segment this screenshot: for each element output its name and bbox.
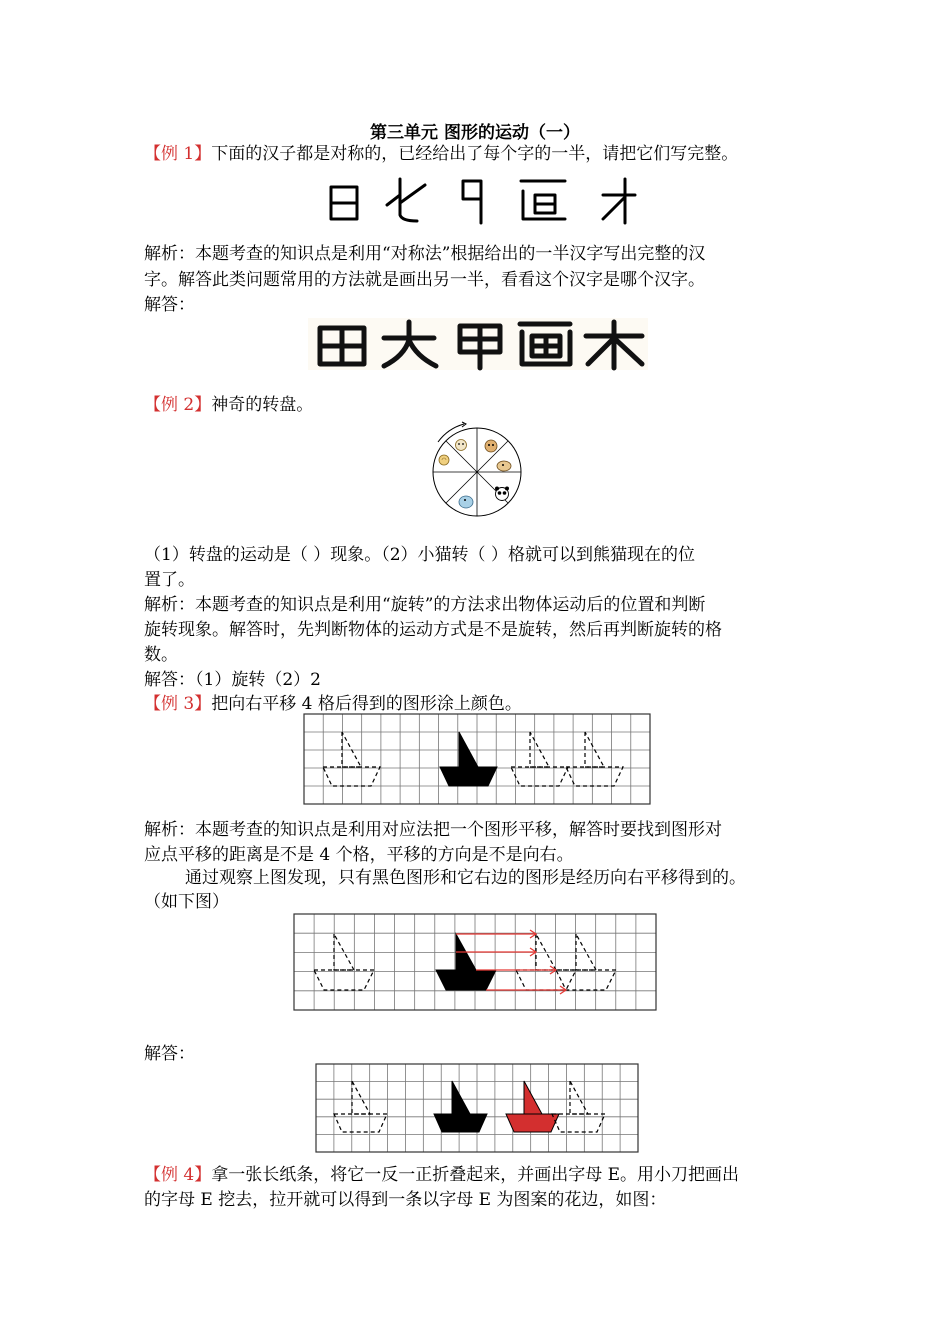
boat-grid-answer xyxy=(316,1064,638,1152)
cat-icon xyxy=(456,440,467,451)
complete-characters-figure xyxy=(308,318,648,370)
example-2-question-2: 置了。 xyxy=(144,570,195,590)
example-1-answer-label: 解答： xyxy=(144,295,195,315)
boat-grid-question xyxy=(304,714,650,804)
example-2-analysis-3: 数。 xyxy=(144,645,178,665)
boat-dashed-1 xyxy=(323,732,380,786)
half-char-2 xyxy=(387,179,425,221)
boat-grid-explanation xyxy=(294,914,656,1010)
boat-black xyxy=(436,934,496,990)
example-3-analysis-1: 解析：本题考查的知识点是利用对应法把一个图形平移，解答时要找到图形对 xyxy=(144,820,722,840)
half-char-4 xyxy=(521,181,565,219)
example-3-analysis-2: 应点平移的距离是不是 4 个格，平移的方向是不是向右。 xyxy=(144,845,574,865)
boat-dashed-2 xyxy=(511,732,568,786)
example-2-question-1: （1）转盘的运动是（ ）现象。（2）小猫转（ ）格就可以到熊猫现在的位 xyxy=(144,545,695,565)
example-2-tag: 【例 2】 xyxy=(144,395,212,415)
boat-black xyxy=(434,1081,487,1132)
boat-dashed-3 xyxy=(566,732,623,786)
boat-red-answer xyxy=(506,1081,559,1132)
example-3-tag: 【例 3】 xyxy=(144,694,212,714)
half-char-1 xyxy=(331,187,357,219)
dog-icon xyxy=(497,461,511,471)
elephant-icon xyxy=(459,496,473,508)
example-4-line-2: 的字母 E 挖去，拉开就可以得到一条以字母 E 为图案的花边，如图： xyxy=(144,1190,667,1210)
example-1-analysis-2: 字。解答此类问题常用的方法就是画出另一半，看看这个汉字是哪个汉字。 xyxy=(144,270,705,290)
boat-dashed-1 xyxy=(334,1081,387,1132)
grid-2 xyxy=(294,914,656,1010)
boat-dashed-1 xyxy=(314,934,374,990)
example-3-observation-1: 通过观察上图发现，只有黑色图形和它右边的图形是经历向右平移得到的。 xyxy=(185,868,746,888)
example-4-tag: 【例 4】 xyxy=(144,1165,212,1185)
half-char-3 xyxy=(463,181,481,223)
example-2-analysis-1: 解析：本题考查的知识点是利用“旋转”的方法求出物体运动后的位置和判断 xyxy=(144,595,706,615)
boat-dashed-2 xyxy=(516,934,576,990)
example-1-analysis-1: 解析：本题考查的知识点是利用“对称法”根据给出的一半汉字写出完整的汉 xyxy=(144,244,706,264)
boat-dashed-3 xyxy=(552,1081,605,1132)
example-2-question: 【例 2】神奇的转盘。 xyxy=(144,395,314,415)
example-1-tag: 【例 1】 xyxy=(144,144,212,164)
panda-icon xyxy=(495,487,509,501)
turntable-figure xyxy=(424,420,524,520)
grid-1 xyxy=(304,714,650,804)
half-characters-figure xyxy=(325,175,645,231)
example-3-observation-2: （如下图） xyxy=(144,892,229,912)
boat-black xyxy=(440,732,497,786)
example-3-question: 【例 3】把向右平移 4 格后得到的图形涂上颜色。 xyxy=(144,694,522,714)
boat-dashed-3 xyxy=(556,934,616,990)
half-char-5 xyxy=(603,179,635,223)
snail-icon xyxy=(439,455,449,465)
example-3-answer-label: 解答： xyxy=(144,1044,195,1064)
example-1-question: 【例 1】下面的汉子都是对称的，已经给出了每个字的一半，请把它们写完整。 xyxy=(144,144,739,164)
example-2-answer: 解答：（1）旋转（2）2 xyxy=(144,670,321,690)
monkey-icon xyxy=(485,440,497,452)
page-title: 第三单元 图形的运动（一） xyxy=(370,123,580,143)
example-4-line-1: 【例 4】拿一张长纸条，将它一反一正折叠起来，并画出字母 E。用小刀把画出 xyxy=(144,1165,740,1185)
example-2-analysis-2: 旋转现象。解答时，先判断物体的运动方式是不是旋转，然后再判断旋转的格 xyxy=(144,620,722,640)
grid-3 xyxy=(316,1064,638,1152)
